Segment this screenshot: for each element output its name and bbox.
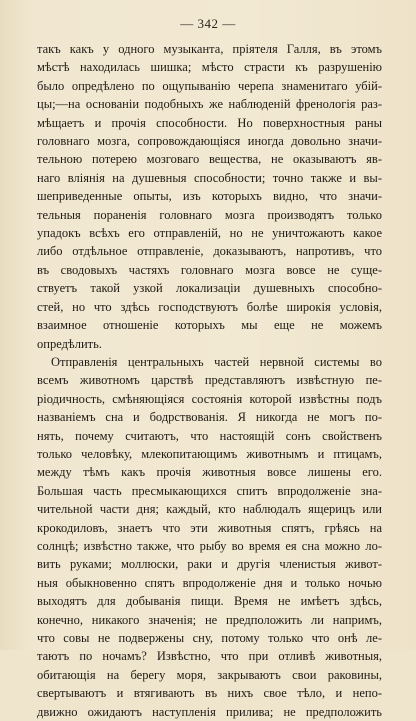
body-text (37, 40, 382, 721)
text-line: Отправленія центральныхъ частей нервной системы во (51, 354, 382, 369)
text-line: чительной части дня; каждый, кто наблюдалъ ящерицъ или (37, 502, 382, 517)
text-line: солнцѣ; извѣстно также, что рыбу во время ея сна можно ло- (37, 538, 382, 553)
text-line: либо отдѣльное отправленіе, доказываютъ, напротивъ, что (37, 244, 382, 259)
text-line: взаимное отношеніе которыхъ мы еще не можемъ (37, 318, 382, 333)
text-line: мѣстѣ находилась шишка; мѣсто страсти къ разрушенію (37, 60, 382, 75)
text-line: тельныя пораненія головнаго мозга производятъ только (37, 207, 382, 222)
text-line: Большая часть пресмыкающихся спитъ впродолженіе зна- (37, 483, 382, 498)
text-line: между тѣмъ какъ прочія животныя вовсе лишены его. (37, 465, 382, 480)
text-line: было опредѣлено по ощупыванію черепа знаменитаго убій- (37, 78, 382, 93)
text-line: упадокъ всѣхъ его отправленій, но не уничтожаютъ какое (37, 226, 382, 241)
text-line: что совы не подвержены сну, потому только что онѣ ле- (37, 631, 382, 645)
text-line: цы;—на основаніи подобныхъ же наблюденій френологія раз- (37, 97, 382, 112)
text-line: названіемъ сна и бодрствованія. Я никогда не могъ по- (37, 410, 382, 425)
text-line: движно ожидаютъ наступленія прилива; не предположить (37, 704, 382, 719)
text-line: головнаго мозга, сопровождающіяся иногда довольно значи- (37, 134, 382, 149)
text-line: конечно, никакого значенія; не предположить ли напримъ, (37, 612, 382, 627)
page-number: — 342 — (180, 16, 236, 31)
text-line: въ сводовыхъ частяхъ головнаго мозга вовсе не суще- (37, 262, 382, 277)
text-line: шеприведенные опыты, изъ которыхъ видно, что значи- (37, 189, 382, 204)
text-line: обитающія на берегу моря, закрываютъ свои раковины, (37, 667, 382, 682)
text-line: мѣщаетъ и прочія способности. Но поверхностныя раны (37, 115, 382, 130)
text-line: ствуетъ такой узкой локализаціи душевныхъ способно- (37, 281, 382, 296)
text-line: такъ какъ у одного музыканта, пріятеля Галля, въ этомъ (37, 42, 382, 56)
text-line: только человѣку, млекопитающимъ животнымъ и птицамъ, (37, 446, 382, 461)
text-line: стей, но что здѣсь господствуютъ болѣе широкія условія, (37, 299, 382, 314)
text-line: крокодиловъ, знаетъ что эти животныя спятъ, грѣясь на (37, 520, 382, 535)
text-line: вить руками; моллюски, раки и другія членистыя живот- (37, 557, 382, 572)
text-line: свертываютъ и втягиваютъ въ нихъ свое тѣло, и непо- (37, 686, 382, 701)
text-line: ріодичность, смѣняющіяся состоянія которой извѣстны подъ (37, 391, 382, 406)
text-line: таютъ по ночамъ? Извѣстно, что при отливѣ животныя, (37, 649, 382, 664)
text-line: нять, почему считаютъ, что настоящій сонъ свойственъ (37, 428, 382, 443)
text-line: выходятъ для добыванія пищи. Время не имѣетъ здѣсь, (37, 594, 382, 609)
text-line: тельною потерею мозговаго вещества, не оказываютъ яв- (37, 152, 382, 167)
text-line: наго вліянія на душевныя способности; точно также и вы- (37, 170, 382, 185)
text-line: всемъ животномъ царствѣ представляютъ извѣстную пе- (37, 373, 382, 388)
text-line: опредѣлить. (37, 336, 102, 351)
text-line: ныя обыкновенно спятъ впродолженіе дня и только ночью (37, 575, 382, 590)
